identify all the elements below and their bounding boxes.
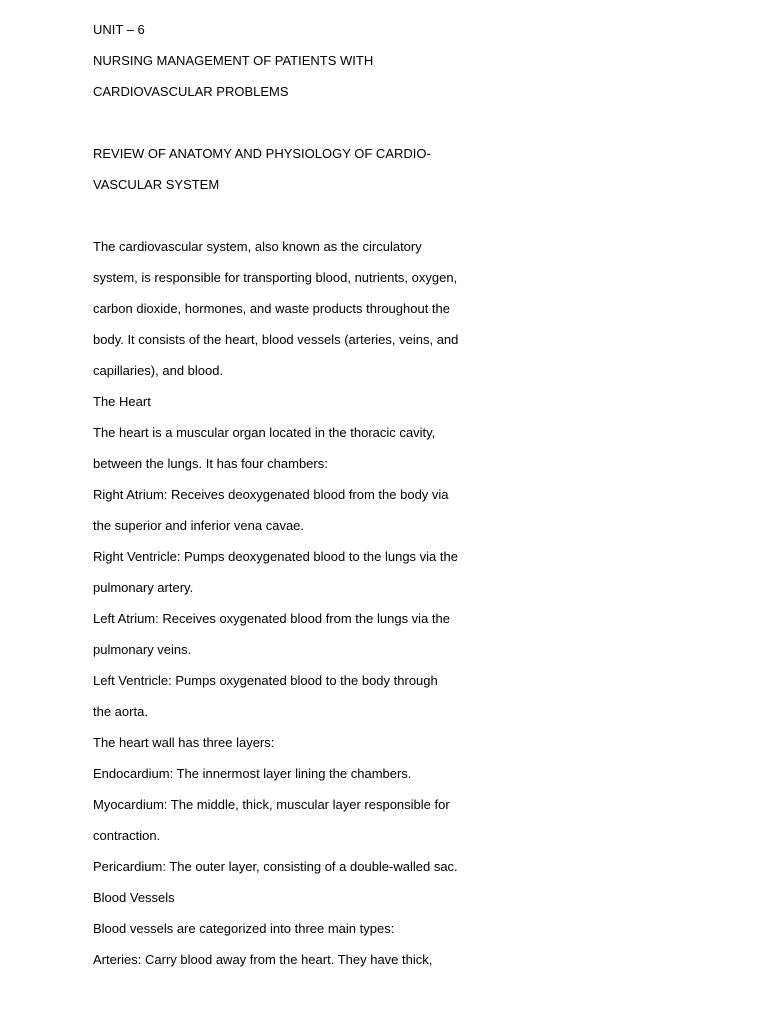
document-page [93, 14, 513, 975]
body-line: system, is responsible for transporting blood, nutrients, oxygen, [93, 270, 458, 285]
body-line: contraction. [93, 828, 161, 843]
body-text [93, 231, 513, 975]
body-line: Left Atrium: Receives oxygenated blood from the lungs via the [93, 611, 450, 626]
body-line: capillaries), and blood. [93, 363, 224, 378]
body-line: Pericardium: The outer layer, consisting of a double-walled sac. [93, 859, 458, 874]
subheading-blood-vessels: Blood Vessels [93, 890, 175, 905]
body-line: Right Atrium: Receives deoxygenated blood from the body via [93, 487, 449, 502]
section-title-line-2: VASCULAR SYSTEM [93, 177, 220, 192]
section-title [93, 138, 513, 200]
body-line: between the lungs. It has four chambers: [93, 456, 328, 471]
subheading-the-heart: The Heart [93, 394, 151, 409]
unit-title-line-2: CARDIOVASCULAR PROBLEMS [93, 84, 289, 99]
unit-number: UNIT – 6 [93, 22, 145, 37]
body-line: the superior and inferior vena cavae. [93, 518, 305, 533]
unit-title-line-1: NURSING MANAGEMENT OF PATIENTS WITH [93, 53, 374, 68]
body-line: Myocardium: The middle, thick, muscular layer responsible for [93, 797, 450, 812]
body-line: The heart wall has three layers: [93, 735, 275, 750]
unit-heading [93, 14, 513, 107]
body-line: Arteries: Carry blood away from the heart. They have thick, [93, 952, 433, 967]
body-line: Right Ventricle: Pumps deoxygenated blood to the lungs via the [93, 549, 458, 564]
body-line: the aorta. [93, 704, 148, 719]
body-line: The heart is a muscular organ located in the thoracic cavity, [93, 425, 436, 440]
section-title-line-1: REVIEW OF ANATOMY AND PHYSIOLOGY OF CARDIO- [93, 146, 431, 161]
body-line: pulmonary veins. [93, 642, 192, 657]
body-line: body. It consists of the heart, blood vessels (arteries, veins, and [93, 332, 459, 347]
body-line: pulmonary artery. [93, 580, 194, 595]
blank-line [93, 200, 513, 231]
body-line: Endocardium: The innermost layer lining the chambers. [93, 766, 412, 781]
body-line: Blood vessels are categorized into three main types: [93, 921, 395, 936]
body-line: carbon dioxide, hormones, and waste products throughout the [93, 301, 451, 316]
body-line: Left Ventricle: Pumps oxygenated blood to the body through [93, 673, 438, 688]
body-line: The cardiovascular system, also known as the circulatory [93, 239, 422, 254]
blank-line [93, 107, 513, 138]
